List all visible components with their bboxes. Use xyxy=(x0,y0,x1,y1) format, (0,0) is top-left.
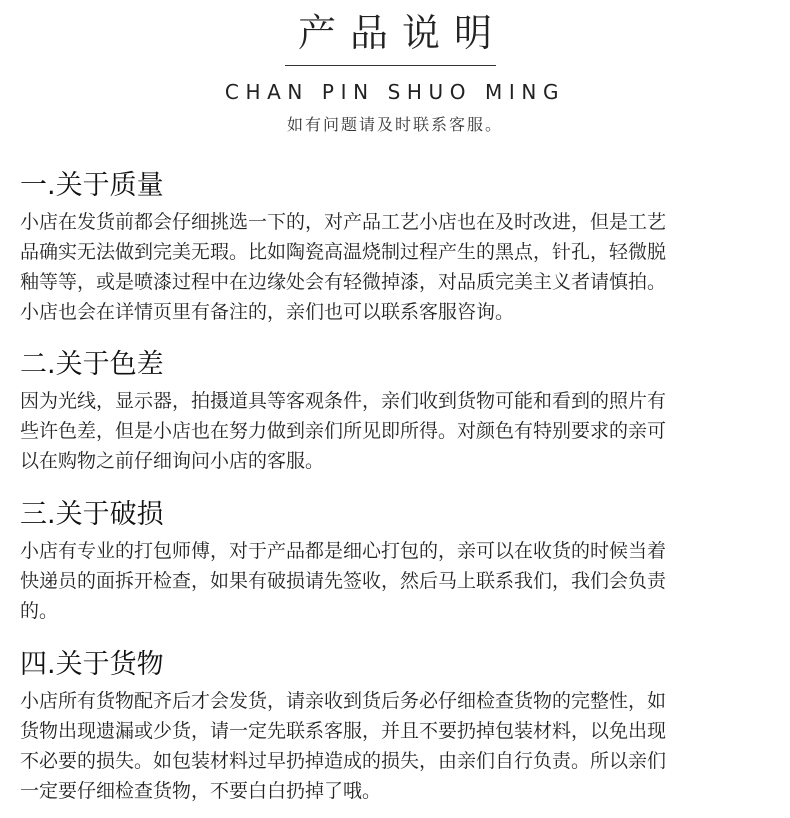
section-body: 小店在发货前都会仔细挑选一下的，对产品工艺小店也在及时改进，但是工艺 品确实无法做到完美无瑕。比如陶瓷高温烧制过程产生的黑点，针孔，轻微脱 釉等等，或是喷漆过程中在边缘处会有轻微掉漆，对品质完美主义者请慎拍。 小店也会在详情页里有备注的，亲们也可以联系客服咨询。 xyxy=(20,211,667,323)
page-subtitle: CHAN PIN SHUO MING xyxy=(224,80,566,104)
section-title: 一.关于质量 xyxy=(20,170,164,201)
section-body: 小店有专业的打包师傅，对于产品都是细心打包的，亲可以在收货的时候当着 快递员的面拆开检查，如果有破损请先签收，然后马上联系我们，我们会负责 的。 xyxy=(20,540,667,622)
title-divider xyxy=(285,65,496,66)
section-body: 小店所有货物配齐后才会发货，请亲收到货后务必仔细检查货物的完整性，如 货物出现遗漏或少货，请一定先联系客服，并且不要扔掉包装材料，以免出现 不必要的损失。如包装材料过早扔掉造成的损失，由亲们自行负责。所以亲们 一定要仔细检查货物，不要白白扔掉了哦。 xyxy=(20,690,667,802)
contact-note: 如有问题请及时联系客服。 xyxy=(286,115,503,134)
page-title: 产品说明 xyxy=(297,11,506,55)
section-quality xyxy=(20,169,780,327)
section-title: 三.关于破损 xyxy=(20,499,164,530)
section-damage xyxy=(20,498,780,626)
section-title: 四.关于货物 xyxy=(20,649,164,680)
section-body: 因为光线，显示器，拍摄道具等客观条件，亲们收到货物可能和看到的照片有 些许色差，但是小店也在努力做到亲们所见即所得。对颜色有特别要求的亲可 以在购物之前仔细询问小店的客服。 xyxy=(20,390,667,472)
section-goods xyxy=(20,648,780,806)
section-title: 二.关于色差 xyxy=(20,349,164,380)
page-header xyxy=(0,0,790,140)
section-color-difference xyxy=(20,348,780,476)
